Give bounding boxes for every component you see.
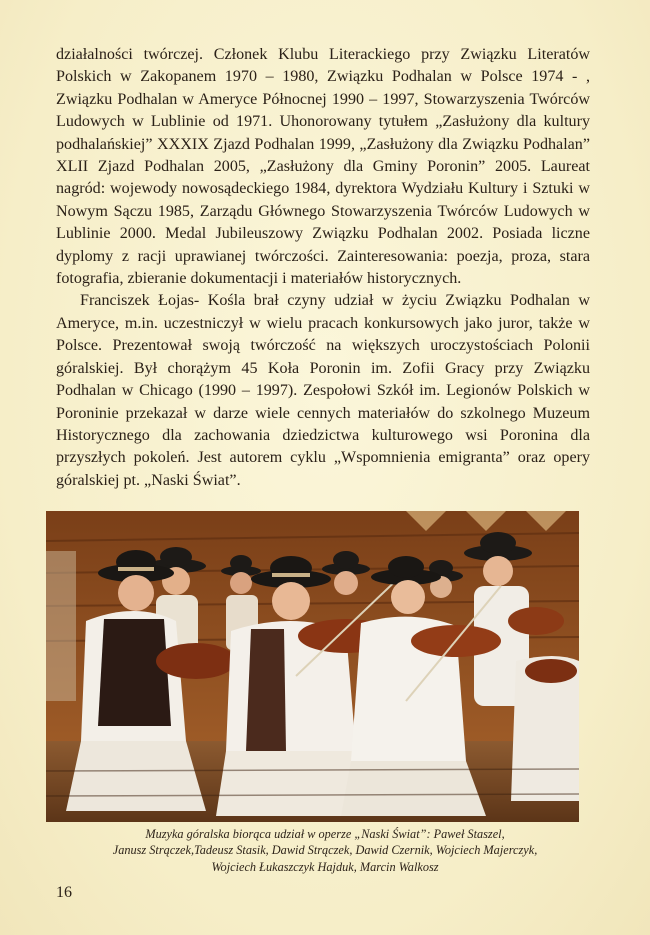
caption-line-3: Wojciech Łukaszczyk Hajduk, Marcin Walkosz [211, 859, 439, 874]
paragraph-2: Franciszek Łojas- Kośla brał czyny udział w życiu Związku Podhalan w Ameryce, m.in. uczestniczył w wielu pracach konkursowych jako juror, także w Polsce. Prezentował swoją twórczość na większych uroczystościach Polonii góralskiej. Był chorążym 45 Koła Poronin im. Zofii Gracy przy Związku Podhalan w Chicago (1990 – 1997). Zespołowi Szkół im. Legionów Polskich w Poroninie przekazał w darze wiele cennych materiałów do szkolnego Muzeum Historycznego dla zachowania dziedzictwa kulturowego wsi Poronina dla przyszłych pokoleń. Jest autorem cyklu „Wspomnienia emigranta” oraz opery góralskiej pt. „Naski Świat”. [56, 292, 590, 489]
photo-folk-musicians [46, 511, 579, 822]
photo-illustration [46, 511, 579, 822]
paragraph-1: działalności twórczej. Członek Klubu Literackiego przy Związku Literatów Polskich w Zakopanem 1970 – 1980, Związku Podhalan w Polsce 1974 - , Związku Podhalan w Ameryce Północnej 1990 – 1997, Stowarzyszenia Twórców Ludowych w Lublinie od 1971. Uhonorowany tytułem „Zasłużony dla kultury podhalańskiej” XXXIX Zjazd Podhalan 1999, „Zasłużony dla Związku Podhalan” XLII Zjazd Podhalan 2005, „Zasłużony dla Gminy Poronin” 2005. Laureat nagród: wojewody nowosądeckiego 1984, dyrektora Wydziału Kultury i Sztuki w Nowym Sączu 1985, Zarządu Głównego Stowarzyszenia Twórców Ludowych w Lublinie 2000. Medal Jubileuszowy Związku Podhalan 2002. Posiada liczne dyplomy z racji uprawianej twórczości. Zainteresowania: poezja, proza, stara fotografia, zbieranie dokumentacji i materiałów historycznych. [56, 46, 590, 288]
photo-caption [60, 826, 590, 875]
body-text [56, 44, 590, 492]
caption-line-1: Muzyka góralska biorąca udział w operze „Naski Świat”: Paweł Staszel, [145, 827, 505, 841]
caption-line-2: Janusz Strączek,Tadeusz Stasik, Dawid Strączek, Dawid Czernik, Wojciech Majerczyk, [112, 843, 538, 858]
page-number: 16 [56, 884, 72, 901]
